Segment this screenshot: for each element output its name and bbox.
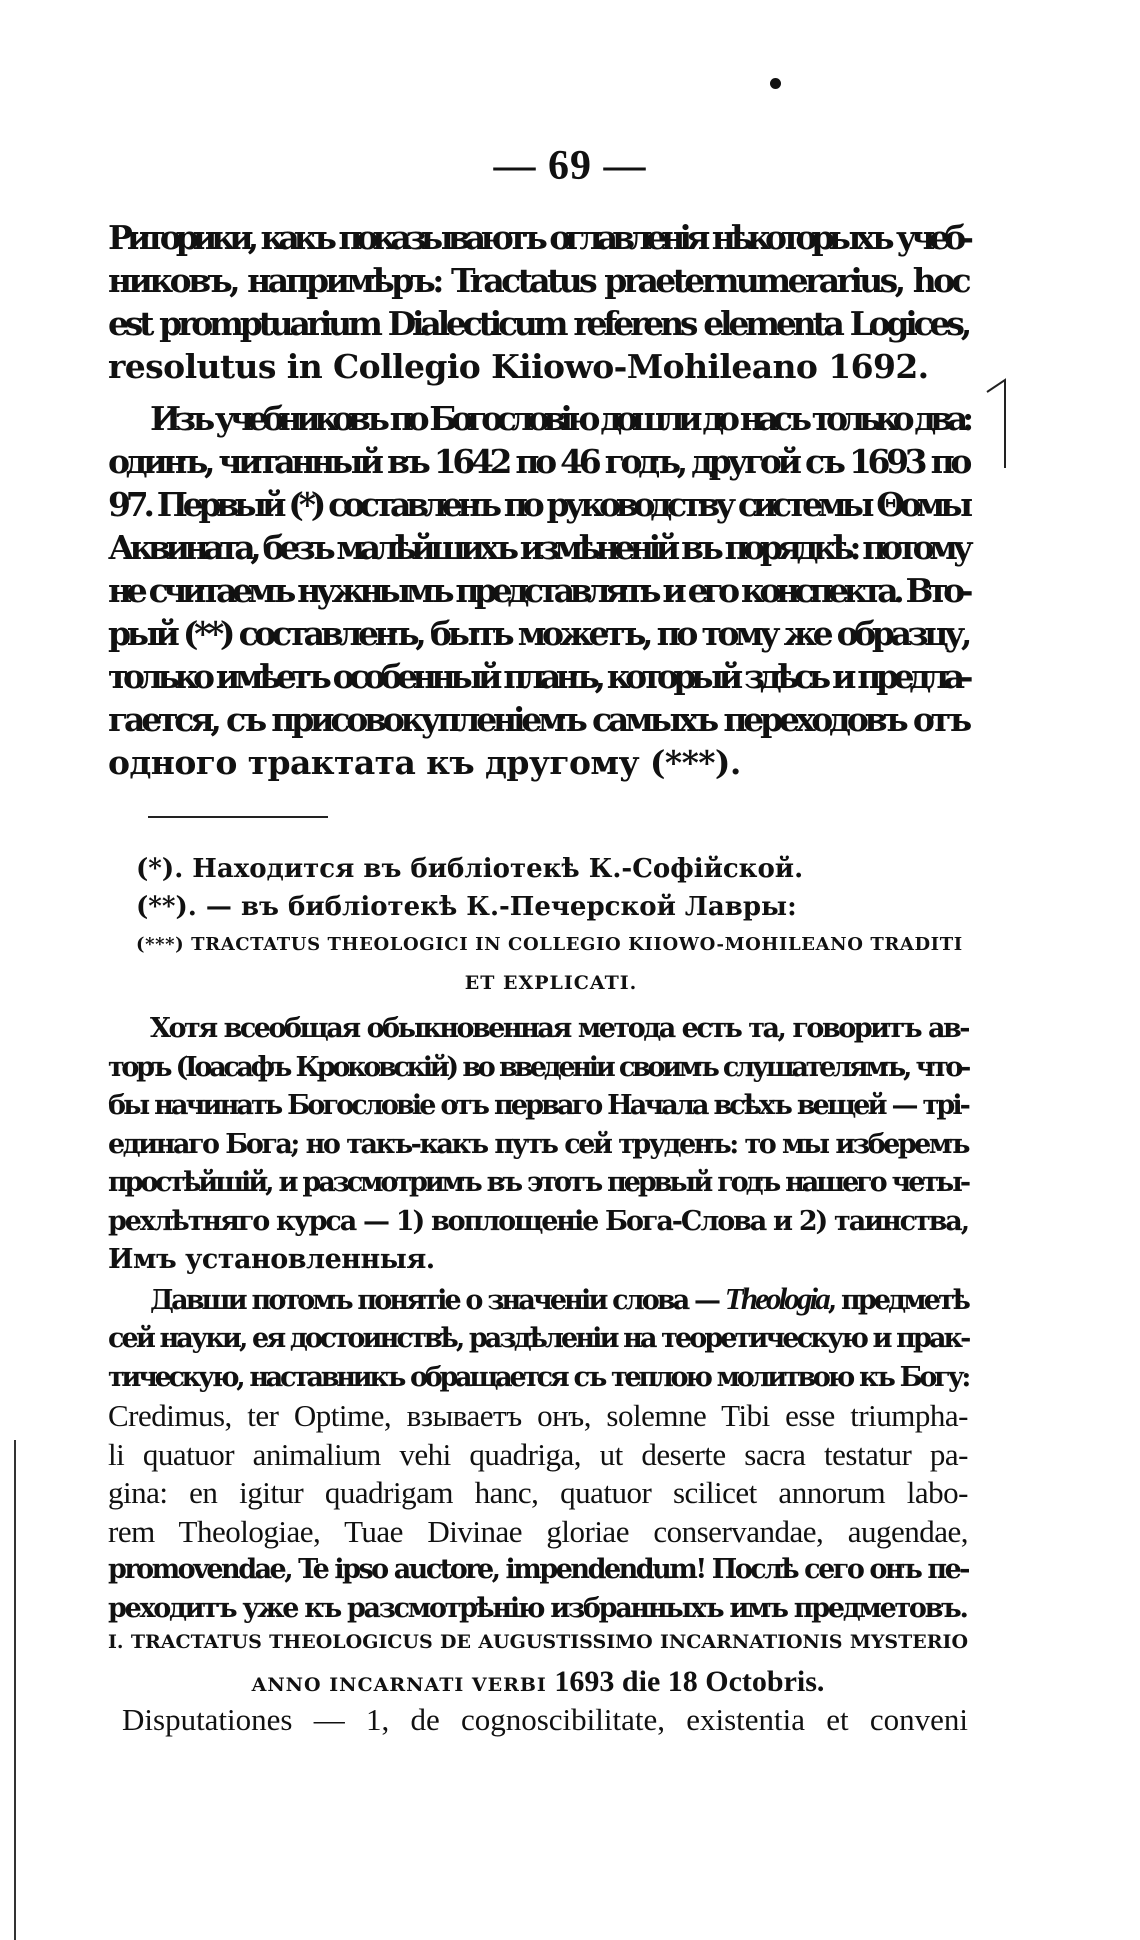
ink-dot [770,78,781,89]
text-line: Имъ установленныя. [108,1244,435,1275]
body-text [108,1010,968,1628]
text-line: реходитъ уже къ разсмотрѣнію избранныхъ имъ предметовъ. [108,1592,967,1624]
text-line: 97. Первый (*) составленъ по руководству системы Θомы [108,485,968,524]
text-line: Credimus, ter Optime, взываетъ онъ, solemne Tibi esse triumpha- [108,1398,968,1433]
footnote: (***) TRACTATUS THEOLOGICI IN COLLEGIO KIIOWO-MOHILEANO TRADITI [136,934,963,955]
page-number: — 69 — [493,143,647,189]
footnote-divider [148,816,328,818]
text-line [108,1280,968,1321]
text-line: сей науки, ея достоинствѣ, раздѣленіи на теоретическую и прак- [108,1323,969,1354]
text-line: est promptuarium Dialecticum referens elementa Logices, [108,304,968,343]
text-line: Аквината, безъ малѣйшихъ измѣненій въ порядкѣ: потому [108,528,969,567]
text-line: тическую, наставникъ обращается съ теплою молитвою къ Богу: [108,1361,968,1393]
text-line: Disputationes — 1, de cognoscibilitate, existentia et conveni [122,1702,968,1737]
text-line: торъ (Іоасафъ Кроковскій) во введеніи своимъ слушателямъ, что- [108,1051,968,1083]
footnotes [136,850,966,1002]
section-heading [108,1622,968,1705]
text-line: одного трактата къ другому (***). [108,743,741,782]
footnote: (*). Находится въ библіотекѣ К.-Софійской. [136,854,804,884]
heading-line: I. TRACTATUS THEOLOGICUS DE AUGUSTISSIMO INCARNATIONIS MYSTERIO [108,1631,968,1653]
disputationes-line [108,1700,968,1740]
text-line: li quatuor animalium vehi quadriga, ut deserte sacra testatur pa- [108,1436,968,1472]
text-line: gina: en igitur quadrigam hanc, quatuor scilicet annorum labo- [108,1475,968,1510]
margin-bracket [985,378,1007,470]
text-line: гается, съ присовокупленіемъ самыхъ переходовъ отъ [108,700,968,739]
heading-date: 1693 die 18 Octobris. [554,1665,825,1698]
main-text [108,216,968,784]
heading-part: ANNO INCARNATI VERBI [251,1674,555,1696]
text-line: единаго Бога; но такъ-какъ путь сей труденъ: то мы изберемъ [108,1128,968,1160]
italic-term: Theologia [724,1280,828,1316]
text-line: никовъ, напримѣръ: Tractatus praeternumerarius, hoc [108,261,968,300]
text-line: promovendae, Te ipso auctore, impendendum! Послѣ сего онъ пе- [108,1554,968,1585]
text-line: бы начинать Богословіе отъ перваго Начала всѣхъ вещей — трі- [108,1090,968,1121]
margin-line [14,1440,16,1940]
footnote: ET EXPLICATI. [464,972,638,994]
text-line: простѣйшій, и разсмотримъ въ этотъ первый годъ нашего четы- [108,1167,968,1198]
footnote: (**). — въ библіотекѣ К.-Печерской Лавры: [136,892,797,922]
text-line: рехлѣтняго курса — 1) воплощеніе Бога-Слова и 2) таинства, [108,1205,968,1237]
text-segment: , предметѣ [827,1284,968,1316]
text-line: Изъ учебниковъ по Богословію дошли до насъ только два: [150,399,968,438]
text-line: rem Theologiae, Tuae Divinae gloriae conservandae, augendae, [108,1513,968,1549]
text-line: resolutus in Collegio Kiiowo-Mohileano 1692. [108,347,929,386]
text-line: не считаемъ нужнымъ представлять и его конспекта. Вто- [108,571,968,610]
text-segment: Давши потомъ понятіе о значеніи слова — [150,1284,725,1316]
text-line: рый (**) составленъ, быть можетъ, по тому же образцу, [108,614,968,653]
text-line: только имѣетъ особенный планъ, который здѣсь и предла- [108,657,968,696]
text-line: Хотя всеобщая обыкновенная метода есть та, говоритъ ав- [150,1013,968,1044]
heading-line [108,1662,968,1705]
text-line: Риторики, какъ показываютъ оглавленія нѣкоторыхъ учеб- [108,218,968,257]
text-line: одинъ, читанный въ 1642 по 46 годъ, другой съ 1693 по [108,442,968,481]
